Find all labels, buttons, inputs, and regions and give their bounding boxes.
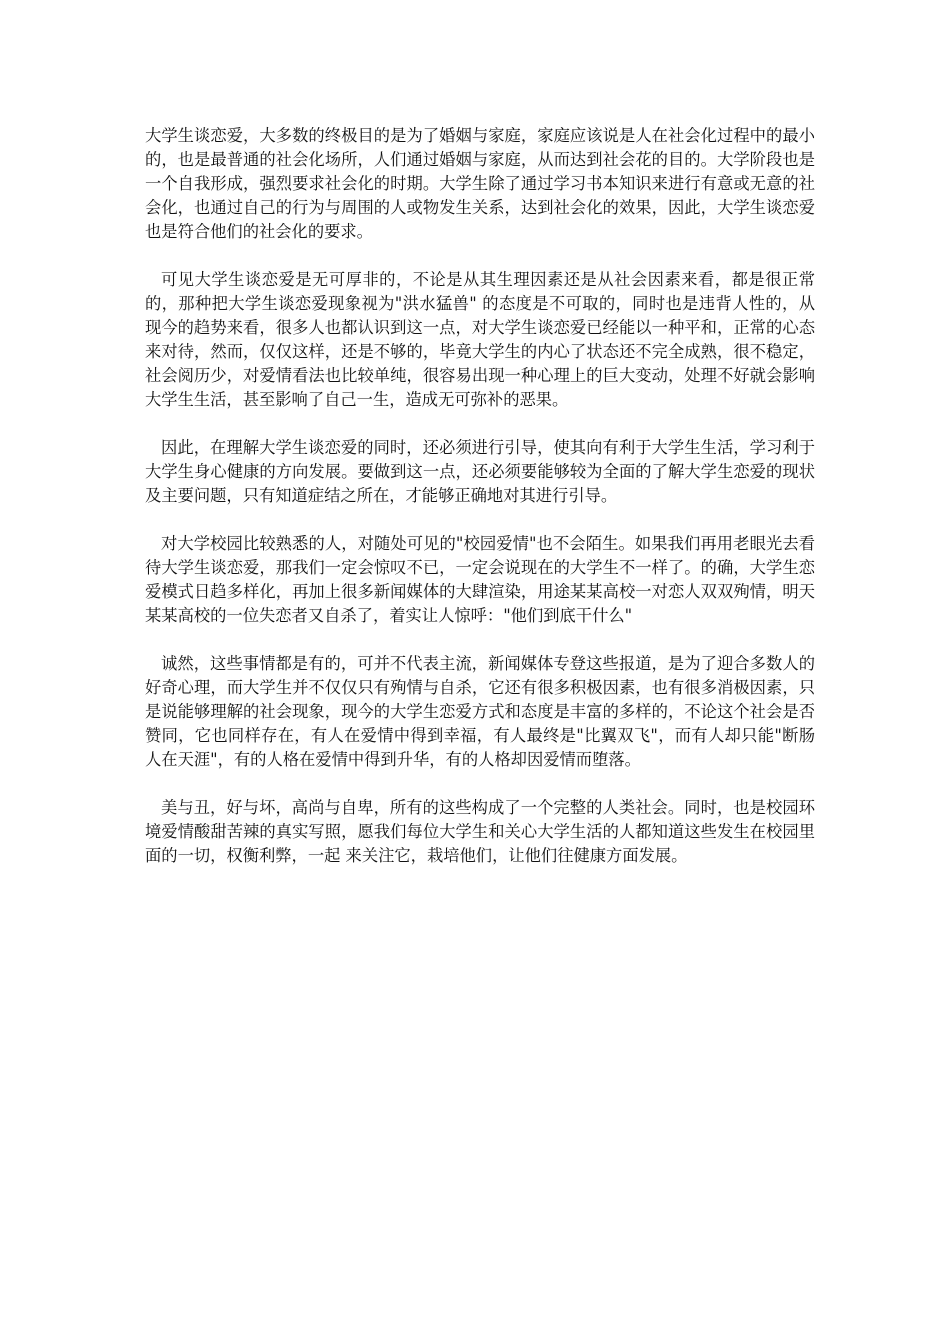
paragraph-3: 因此，在理解大学生谈恋爱的同时，还必须进行引导，使其向有利于大学生生活，学习利于大学生身心健康的方向发展。要做到这一点，还必须要能够较为全面的了解大学生恋爱的现状及主要问题，只有知道症结之所在，才能够正确地对其进行引导。	[145, 438, 815, 505]
paragraph-4: 对大学校园比较熟悉的人，对随处可见的"校园爱情"也不会陌生。如果我们再用老眼光去看待大学生谈恋爱，那我们一定会惊叹不已，一定会说现在的大学生不一样了。的确，大学生恋爱模式日趋多样化，再加上很多新闻媒体的大肆渲染，用途某某高校一对恋人双双殉情，明天某某高校的一位失恋者又自杀了，着实让人惊呼："他们到底干什么"	[145, 534, 815, 625]
paragraph-5: 诚然，这些事情都是有的，可并不代表主流，新闻媒体专登这些报道，是为了迎合多数人的好奇心理，而大学生并不仅仅只有殉情与自杀，它还有很多积极因素，也有很多消极因素，只是说能够理解的社会现象，现今的大学生恋爱方式和态度是丰富的多样的，不论这个社会是否赞同，它也同样存在，有人在爱情中得到幸福，有人最终是"比翼双飞"，而有人却只能"断肠人在天涯"，有的人格在爱情中得到升华，有的人格却因爱情而堕落。	[145, 654, 815, 769]
paragraph-2: 可见大学生谈恋爱是无可厚非的，不论是从其生理因素还是从社会因素来看，都是很正常的，那种把大学生谈恋爱现象视为"洪水猛兽" 的态度是不可取的，同时也是违背人性的，从现今的趋势来看，很多人也都认识到这一点，对大学生谈恋爱已经能以一种平和，正常的心态来对待，然而，仅仅这样，还是不够的，毕竟大学生的内心了状态还不完全成熟，很不稳定，社会阅历少，对爱情看法也比较单纯，很容易出现一种心理上的巨大变动，处理不好就会影响大学生生活，甚至影响了自己一生，造成无可弥补的恶果。	[145, 270, 815, 409]
paragraph-1: 大学生谈恋爱，大多数的终极目的是为了婚姻与家庭，家庭应该说是人在社会化过程中的最小的，也是最普通的社会化场所，人们通过婚姻与家庭，从而达到社会花的目的。大学阶段也是一个自我形成，强烈要求社会化的时期。大学生除了通过学习书本知识来进行有意或无意的社会化，也通过自己的行为与周围的人或物发生关系，达到社会化的效果，因此，大学生谈恋爱也是符合他们的社会化的要求。	[145, 126, 815, 241]
paragraph-6: 美与丑，好与坏，高尚与自卑，所有的这些构成了一个完整的人类社会。同时，也是校园环境爱情酸甜苦辣的真实写照，愿我们每位大学生和关心大学生活的人都知道这些发生在校园里面的一切，权衡利弊，一起 来关注它，栽培他们，让他们往健康方面发展。	[145, 798, 815, 865]
document-body	[145, 124, 815, 892]
